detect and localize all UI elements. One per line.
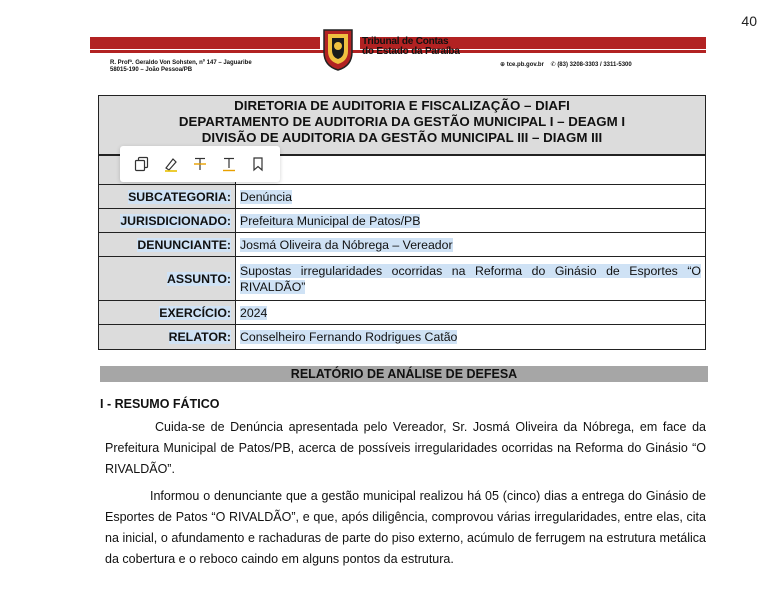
jurisdicionado-label[interactable]: JURISDICIONADO: — [120, 213, 231, 228]
page-number: 40 — [741, 13, 757, 29]
underline-icon[interactable] — [220, 155, 238, 173]
denunciante-label-cell — [99, 233, 236, 257]
relator-value[interactable]: Conselheiro Fernando Rodrigues Catão — [240, 330, 458, 344]
strikethrough-icon[interactable] — [191, 155, 209, 173]
denunciante-value[interactable]: Josmá Oliveira da Nóbrega – Vereador — [240, 237, 453, 252]
institution-line1: Tribunal de Contas — [362, 36, 449, 47]
exercicio-value-cell — [236, 301, 706, 325]
highlight-icon[interactable] — [162, 155, 180, 173]
assunto-value[interactable]: Supostas irregularidades ocorridas na Reforma do Ginásio de Esportes “O RIVALDÃO” — [240, 263, 701, 294]
bookmark-icon[interactable] — [249, 155, 267, 173]
denunciante-value-cell — [236, 233, 706, 257]
institution-name — [362, 37, 460, 57]
assunto-label[interactable]: ASSUNTO: — [167, 271, 231, 286]
table-row — [99, 185, 706, 209]
subcategoria-label[interactable]: SUBCATEGORIA: — [128, 189, 231, 204]
relator-label-cell — [99, 325, 236, 350]
phone-icon: ✆ — [550, 62, 556, 68]
report-title: RELATÓRIO DE ANÁLISE DE DEFESA — [100, 366, 708, 382]
relator-label[interactable]: RELATOR: — [168, 330, 231, 344]
section-title: I - RESUMO FÁTICO — [100, 397, 220, 411]
table-row — [99, 233, 706, 257]
exercicio-label-cell — [99, 301, 236, 325]
jurisdicionado-value[interactable]: Prefeitura Municipal de Patos/PB — [240, 213, 421, 228]
address-line1: R. Profª. Geraldo Von Sohsten, nº 147 – Jaguaribe — [110, 60, 252, 66]
table-row — [99, 257, 706, 301]
header-contact — [500, 61, 632, 68]
paragraph-2: Informou o denunciante que a gestão municipal realizou há 05 (cinco) dias a entrega do Ginásio de Esportes de Patos “O RIVALDÃO”, e que, após diligência, comprovou várias irregularidades, entre elas, cita na inicial, o afundamento e rachaduras de parte do piso externo, acúmulo de ferrugem na estrutura metálica da cobertura e o reboco caindo em alguns pontos da estrutura. — [105, 489, 706, 566]
table-row — [99, 301, 706, 325]
exercicio-value[interactable]: 2024 — [240, 305, 268, 320]
header-bar-left — [90, 37, 320, 49]
phone-text: (83) 3208-3303 / 3311-5300 — [557, 62, 632, 68]
globe-icon: ⊕ — [500, 62, 506, 68]
department-line1: DIRETORIA DE AUDITORIA E FISCALIZAÇÃO – DIAFI — [234, 98, 570, 113]
process-value-cell — [236, 156, 706, 185]
jurisdicionado-value-cell — [236, 209, 706, 233]
table-row — [99, 209, 706, 233]
denunciante-label[interactable]: DENUNCIANTE: — [137, 237, 231, 252]
header-address — [110, 60, 252, 74]
assunto-label-cell — [99, 257, 236, 301]
institution-line2: do Estado da Paraíba — [362, 46, 460, 57]
subcategoria-label-cell — [99, 185, 236, 209]
subcategoria-value-cell — [236, 185, 706, 209]
paragraph-1: Cuida-se de Denúncia apresentada pelo Vereador, Sr. Josmá Oliveira da Nóbrega, em face da Prefeitura Municipal de Patos/PB, acerca de possíveis irregularidades ocorridas na Reforma do Ginásio “O RIVALDÃO”. — [105, 420, 706, 476]
address-line2: 58015-190 – João Pessoa/PB — [110, 67, 193, 73]
relator-value-cell — [236, 325, 706, 350]
jurisdicionado-label-cell — [99, 209, 236, 233]
selection-toolbar — [120, 146, 280, 182]
exercicio-label[interactable]: EXERCÍCIO: — [159, 305, 231, 320]
copy-icon[interactable] — [133, 155, 151, 173]
subcategoria-value[interactable]: Denúncia — [240, 189, 292, 204]
website-text: tce.pb.gov.br — [506, 62, 544, 68]
department-line2: DEPARTAMENTO DE AUDITORIA DA GESTÃO MUNICIPAL I – DEAGM I — [178, 114, 626, 129]
info-table — [98, 155, 706, 350]
coat-of-arms-logo — [320, 26, 356, 72]
department-line3: DIVISÃO DE AUDITORIA DA GESTÃO MUNICIPAL III – DIAGM III — [201, 130, 603, 145]
assunto-value-cell — [236, 257, 706, 301]
table-row — [99, 325, 706, 350]
